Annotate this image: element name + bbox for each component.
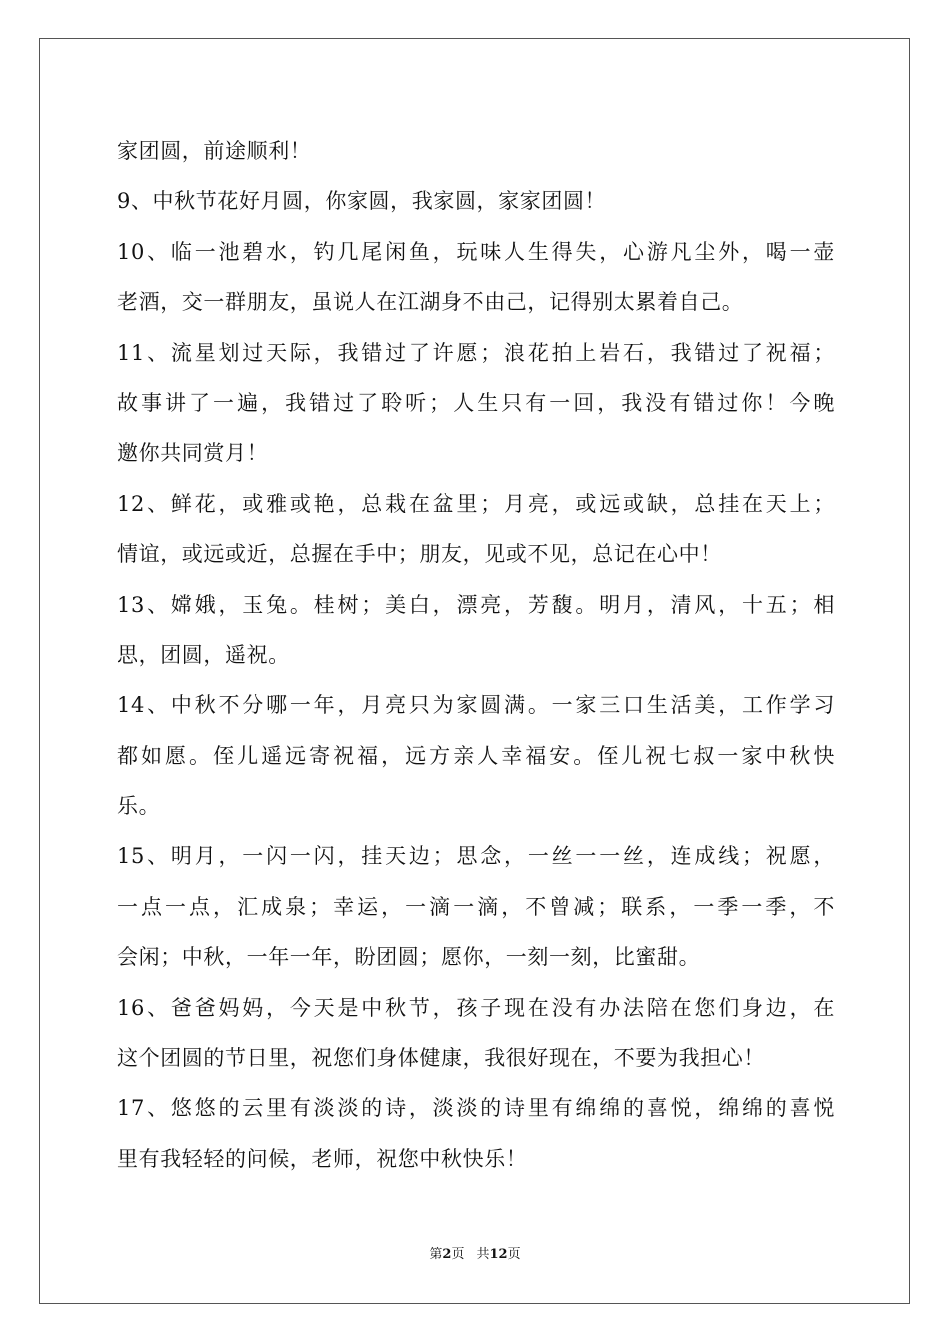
total-pages-suffix: 页 (507, 1247, 521, 1262)
text-line: 15、明月，一闪一闪，挂天边；思念，一丝一一丝，连成线；祝愿， (117, 844, 835, 869)
page-number-suffix: 页 (451, 1247, 465, 1262)
text-line: 老酒，交一群朋友，虽说人在江湖身不由己，记得别太累着自己。 (117, 290, 744, 315)
text-line: 13、嫦娥，玉兔。桂树；美白，漂亮，芳馥。明月，清风，十五；相 (117, 592, 835, 617)
text-line: 17、悠悠的云里有淡淡的诗，淡淡的诗里有绵绵的喜悦，绵绵的喜悦 (117, 1096, 835, 1121)
text-line: 10、临一池碧水，钓几尾闲鱼，玩味人生得失，心游凡尘外，喝一壶 (117, 239, 835, 264)
page-footer (0, 1245, 950, 1265)
text-line: 乐。 (117, 794, 161, 819)
text-line: 16、爸爸妈妈，今天是中秋节，孩子现在没有办法陪在您们身边，在 (117, 995, 835, 1020)
text-line: 家团圆，前途顺利！ (117, 139, 312, 163)
text-line: 9、中秋节花好月圆，你家圆，我家圆，家家团圆！ (117, 189, 607, 214)
text-line: 12、鲜花，或雅或艳，总栽在盆里；月亮，或远或缺，总挂在天上； (117, 491, 835, 516)
text-line: 会闲；中秋，一年一年，盼团圆；愿你，一刻一刻，比蜜甜。 (117, 945, 701, 970)
text-line: 都如愿。侄儿遥远寄祝福，远方亲人幸福安。侄儿祝七叔一家中秋快 (117, 743, 835, 768)
text-line: 这个团圆的节日里，祝您们身体健康，我很好现在，不要为我担心！ (117, 1046, 765, 1071)
total-pages-number: 12 (489, 1247, 508, 1262)
total-pages-prefix: 共 (476, 1247, 490, 1262)
text-line: 里有我轻轻的问候，老师，祝您中秋快乐！ (117, 1146, 528, 1171)
current-page-number: 2 (442, 1247, 452, 1262)
text-line: 11、流星划过天际，我错过了许愿；浪花拍上岩石，我错过了祝福； (117, 340, 835, 365)
text-line: 14、中秋不分哪一年，月亮只为家圆满。一家三口生活美，工作学习 (117, 693, 835, 718)
document-body (117, 126, 835, 1184)
text-line: 思，团圆，遥祝。 (117, 642, 290, 667)
text-line: 邀你共同赏月！ (117, 441, 269, 466)
page-number-prefix: 第 (429, 1247, 443, 1262)
text-line: 故事讲了一遍，我错过了聆听；人生只有一回，我没有错过你！今晚 (117, 390, 835, 415)
text-line: 一点一点，汇成泉；幸运，一滴一滴，不曾减；联系，一季一季，不 (117, 894, 835, 919)
text-line: 情谊，或远或近，总握在手中；朋友，见或不见，总记在心中！ (117, 542, 722, 567)
